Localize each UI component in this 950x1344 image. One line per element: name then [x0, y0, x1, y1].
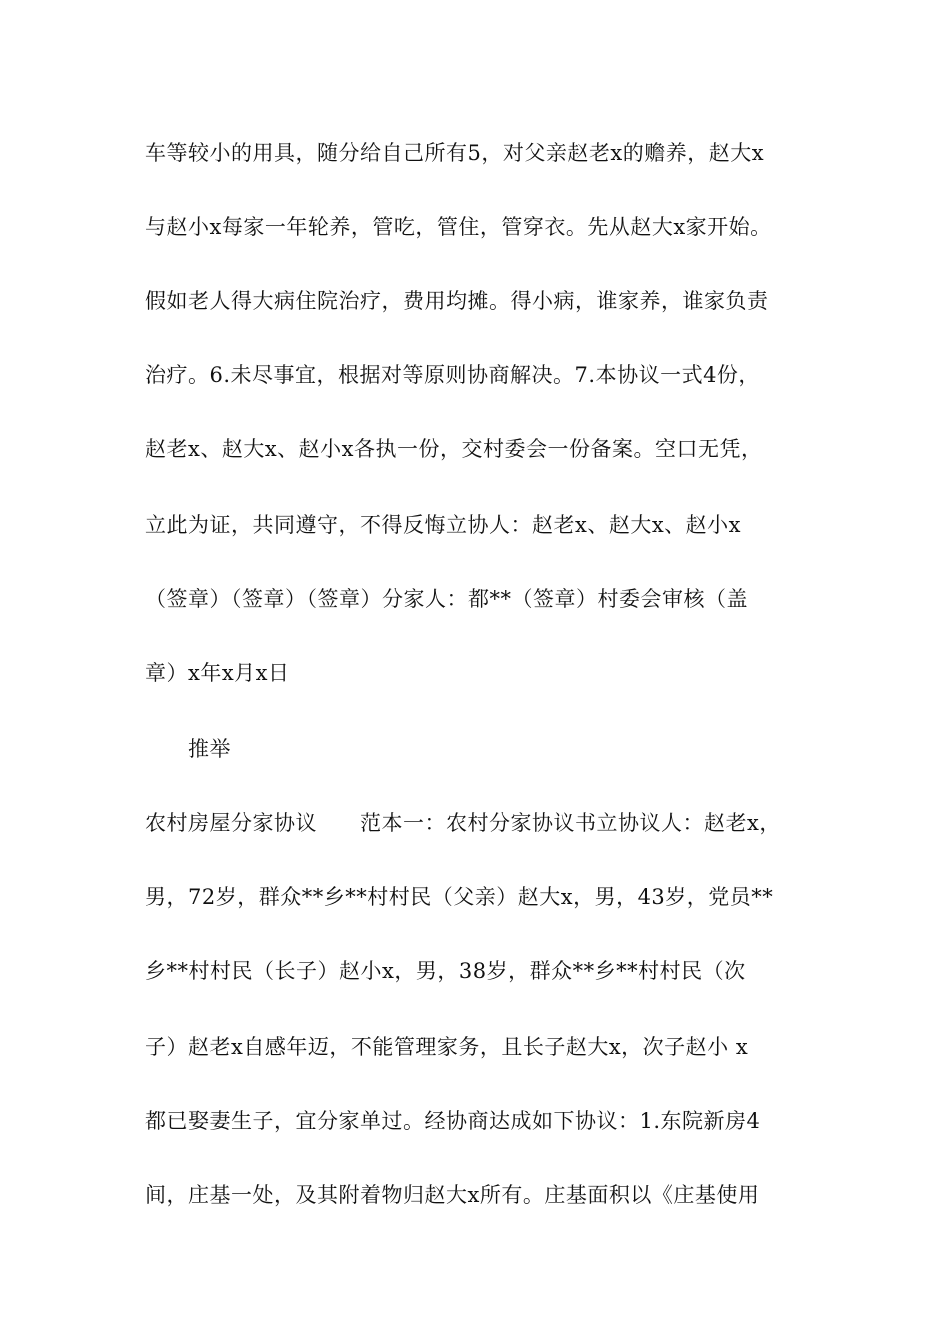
text-line: 子）赵老x自感年迈，不能管理家务，且长子赵大x，次子赵小 x: [145, 1035, 749, 1059]
text-line: 男，72岁，群众**乡**村村民（父亲）赵大x，男，43岁，党员**: [145, 885, 774, 909]
text-line: 治疗。6.未尽事宜，根据对等原则协商解决。7.本协议一式4份，: [145, 363, 760, 387]
text-line: 赵老x、赵大x、赵小x各执一份，交村委会一份备案。空口无凭，: [145, 437, 763, 461]
text-line: 立此为证，共同遵守，不得反悔立协人：赵老x、赵大x、赵小x: [145, 513, 742, 537]
text-line: 车等较小的用具，随分给自己所有5，对父亲赵老x的赡养，赵大x: [145, 141, 765, 165]
text-line: 假如老人得大病住院治疗，费用均摊。得小病，谁家养，谁家负责: [145, 289, 769, 313]
text-line: 农村房屋分家协议 范本一：农村分家协议书立协议人：赵老x，: [145, 811, 781, 835]
section-heading: 推举: [188, 737, 231, 761]
text-line: 章）x年x月x日: [145, 661, 290, 685]
text-line: 乡**村村民（长子）赵小x，男，38岁，群众**乡**村村民（次: [145, 959, 746, 983]
text-line: 都已娶妻生子，宜分家单过。经协商达成如下协议：1.东院新房4: [145, 1109, 761, 1133]
text-line: 间，庄基一处，及其附着物归赵大x所有。庄基面积以《庄基使用: [145, 1183, 760, 1207]
text-line: 与赵小x每家一年轮养，管吃，管住，管穿衣。先从赵大x家开始。: [145, 215, 772, 239]
text-line: （签章）（签章）（签章）分家人：都**（签章）村委会审核（盖: [145, 587, 748, 611]
